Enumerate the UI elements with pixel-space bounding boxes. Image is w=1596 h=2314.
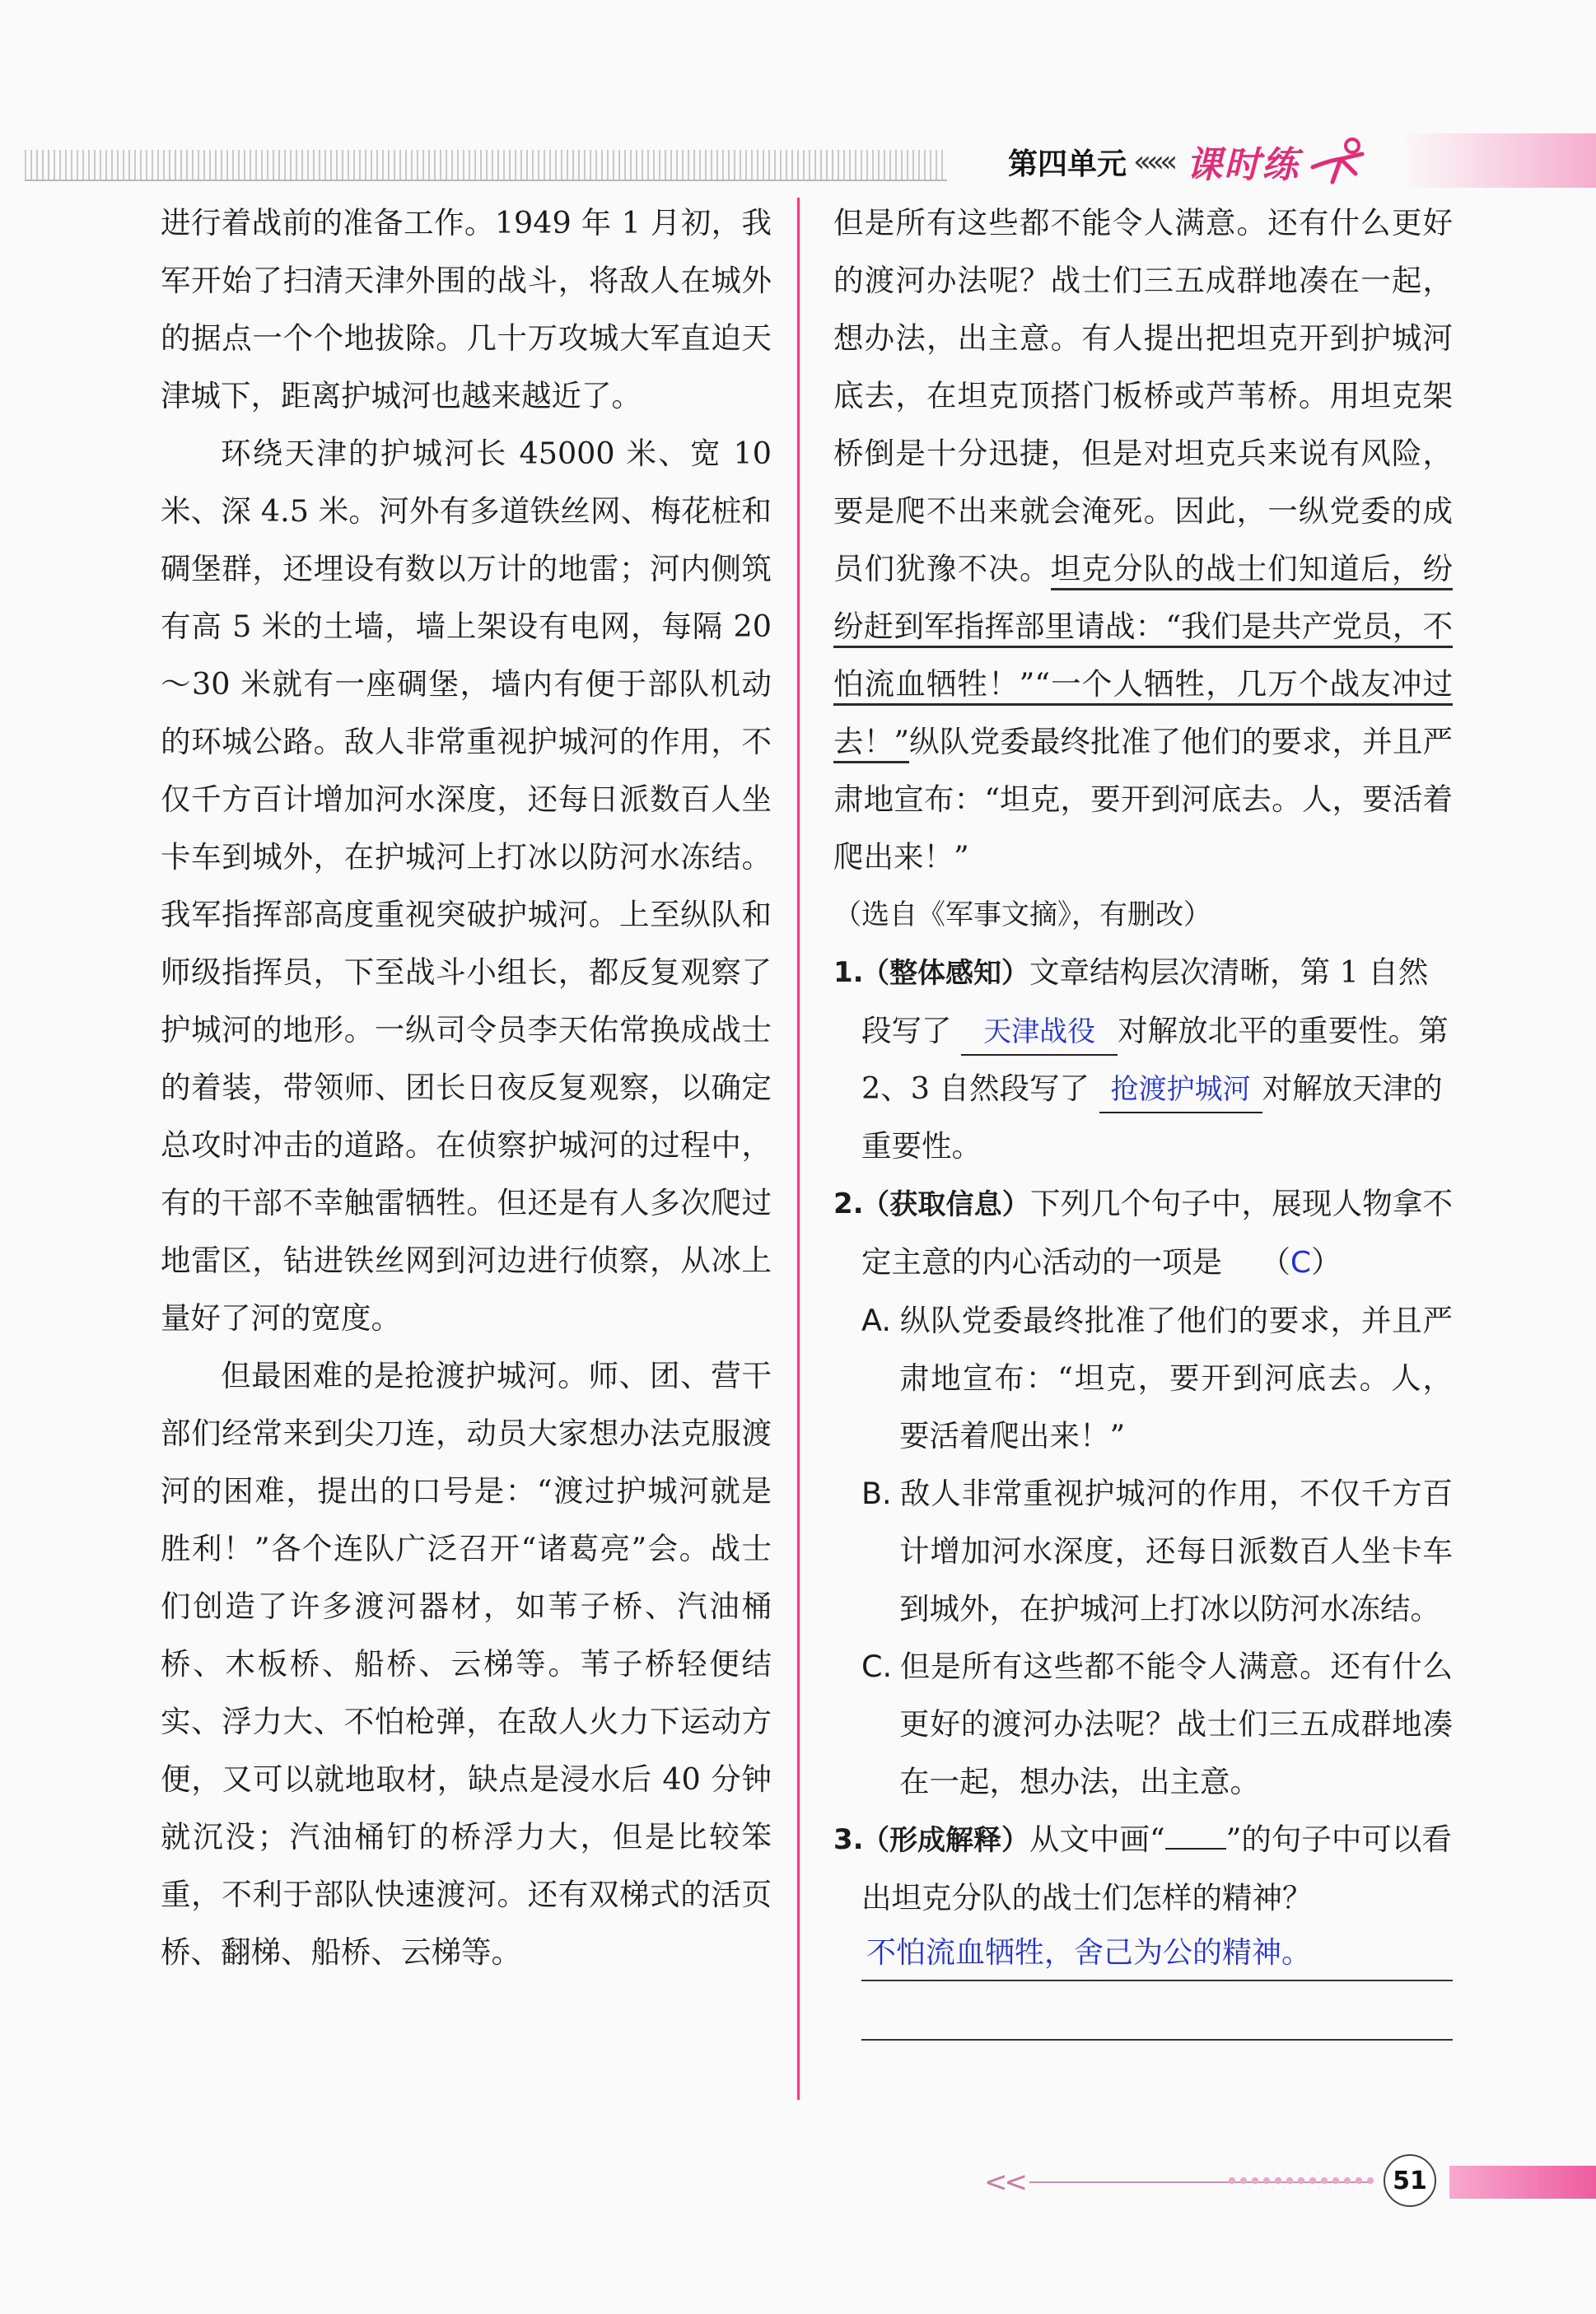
question-tag: （形成解释）	[861, 1824, 1029, 1857]
paren-open: （	[1260, 1244, 1290, 1280]
question-tag: （获取信息）	[861, 1188, 1030, 1221]
question-text: 下列几个句子中，展现人物拿不定主意的内心活动的一项是	[861, 1186, 1454, 1280]
option-text: 敌人非常重视护城河的作用，不仅千方百计增加河水深度，还每日派数百人坐卡车到城外，在护城河上打冰以防河水冻结。	[899, 1476, 1453, 1626]
question-number: 1.	[833, 956, 864, 989]
option-a[interactable]	[861, 1292, 1453, 1465]
footer-pink-band	[1449, 2166, 1596, 2199]
header-hatch-band	[25, 150, 947, 181]
question-text: 对解放天津的重要性。	[861, 1071, 1443, 1164]
underlined-sentence: 坦克分队的战士们知道后，纷纷赶到军指挥部里请战：“我们是共产党员，不怕流血牺牲！”“一个人牺牲，几万个战友冲过去！”	[833, 551, 1453, 763]
answer-blank-1[interactable]: 天津战役	[961, 1010, 1118, 1056]
answer-line-2[interactable]	[861, 1981, 1453, 2041]
question-2	[833, 1175, 1453, 1811]
paragraph-2: 环绕天津的护城河长 45000 米、宽 10 米、深 4.5 米。河外有多道铁丝网、梅花桩和碉堡群，还埋设有数以万计的地雷；河内侧筑有高 5 米的土墙，墙上架设有电网，每隔 20～30 米就有一座碉堡，墙内有便于部队机动的环城公路。敌人非常重视护城河的作用，不仅千方百计增加河水深度，还每日派数百人坐卡车到城外，在护城河上打冰以防河水冻结。我军指挥部高度重视突破护城河。上至纵队和师级指挥员，下至战斗小组长，都反复观察了护城河的地形。一纵司令员李天佑常换成战士的着装，带领师、团长日夜反复观察，以确定总攻时冲击的道路。在侦察护城河的过程中，有的干部不幸触雷牺牲。但还是有人多次爬过地雷区，钻进铁丝网到河边进行侦察，从冰上量好了河的宽度。	[161, 436, 772, 1336]
chevron-left-icon: «««	[1133, 144, 1174, 179]
option-letter: B.	[861, 1476, 892, 1511]
running-figure-icon	[1304, 136, 1370, 187]
chevron-left-icon: <<	[984, 2166, 1024, 2199]
page-number: 51	[1384, 2154, 1436, 2207]
paragraph-4	[833, 194, 1453, 886]
footer-dots	[1227, 2172, 1375, 2189]
question-1	[833, 944, 1453, 1175]
right-column	[833, 194, 1453, 2041]
option-text: 但是所有这些都不能令人满意。还有什么更好的渡河办法呢？战士们三五成群地凑在一起，想办法，出主意。	[899, 1649, 1453, 1799]
page-header	[947, 140, 1573, 186]
question-text: 对解放北平的重要性。第 2、3 自然段写了	[861, 1013, 1449, 1106]
paragraph-4-text: 但是所有这些都不能令人满意。还有什么更好的渡河办法呢？战士们三五成群地凑在一起，想办法，出主意。有人提出把坦克开到护城河底去，在坦克顶搭门板桥或芦苇桥。用坦克架桥倒是十分迅捷，但是对坦克兵来说有风险，要是爬不出来就会淹死。因此，一纵党委的成员们犹豫不决。	[833, 205, 1453, 586]
option-letter: C.	[861, 1649, 893, 1684]
question-text: ”的句子中可以看出坦克分队的战士们怎样的精神？	[861, 1822, 1452, 1915]
option-letter: A.	[861, 1303, 891, 1338]
left-column	[161, 194, 772, 1981]
option-b[interactable]	[861, 1465, 1453, 1638]
source-citation: （选自《军事文摘》，有删改）	[833, 898, 1211, 931]
paragraph-3: 但最困难的是抢渡护城河。师、团、营干部们经常来到尖刀连，动员大家想办法克服渡河的困难，提出的口号是：“渡过护城河就是胜利！”各个连队广泛召开“诸葛亮”会。战士们创造了许多渡河器材，如苇子桥、汽油桶桥、木板桥、船桥、云梯等。苇子桥轻便结实、浮力大、不怕枪弹，在敌人火力下运动方便，又可以就地取材，缺点是浸水后 40 分钟就沉没；汽油桶钉的桥浮力大，但是比较笨重，不利于部队快速渡河。还有双梯式的活页桥、翻梯、船桥、云梯等。	[161, 1358, 772, 1970]
unit-label: 第四单元	[1008, 147, 1127, 181]
column-divider	[797, 198, 800, 2100]
question-3	[833, 1811, 1453, 1927]
answer-blank-2[interactable]: 抢渡护城河	[1099, 1067, 1262, 1113]
brand-logo: 课时练	[1186, 144, 1300, 186]
paren-close: ）	[1311, 1244, 1342, 1280]
question-number: 3.	[833, 1823, 864, 1856]
question-tag: （整体感知）	[861, 957, 1029, 990]
question-text: 文章结构层次清晰，第 1 自然段写了	[861, 954, 1429, 1048]
underline-sample	[1165, 1823, 1226, 1850]
question-text: 从文中画“	[1029, 1822, 1165, 1857]
answer-line-1[interactable]: 不怕流血牺牲，舍己为公的精神。	[861, 1927, 1453, 1981]
question-number: 2.	[833, 1187, 864, 1220]
option-text: 纵队党委最终批准了他们的要求，并且严肃地宣布：“坦克，要开到河底去。人，要活着爬出来！”	[899, 1303, 1453, 1453]
choice-answer[interactable]: C	[1290, 1246, 1312, 1280]
paragraph-4-end: 纵队党委最终批准了他们的要求，并且严肃地宣布：“坦克，要开到河底去。人，要活着爬出来！”	[833, 724, 1453, 875]
option-c[interactable]	[861, 1638, 1453, 1811]
paragraph-1: 进行着战前的准备工作。1949 年 1 月初，我军开始了扫清天津外围的战斗，将敌人在城外的据点一个个地拔除。几十万攻城大军直迫天津城下，距离护城河也越来越近了。	[161, 205, 772, 413]
